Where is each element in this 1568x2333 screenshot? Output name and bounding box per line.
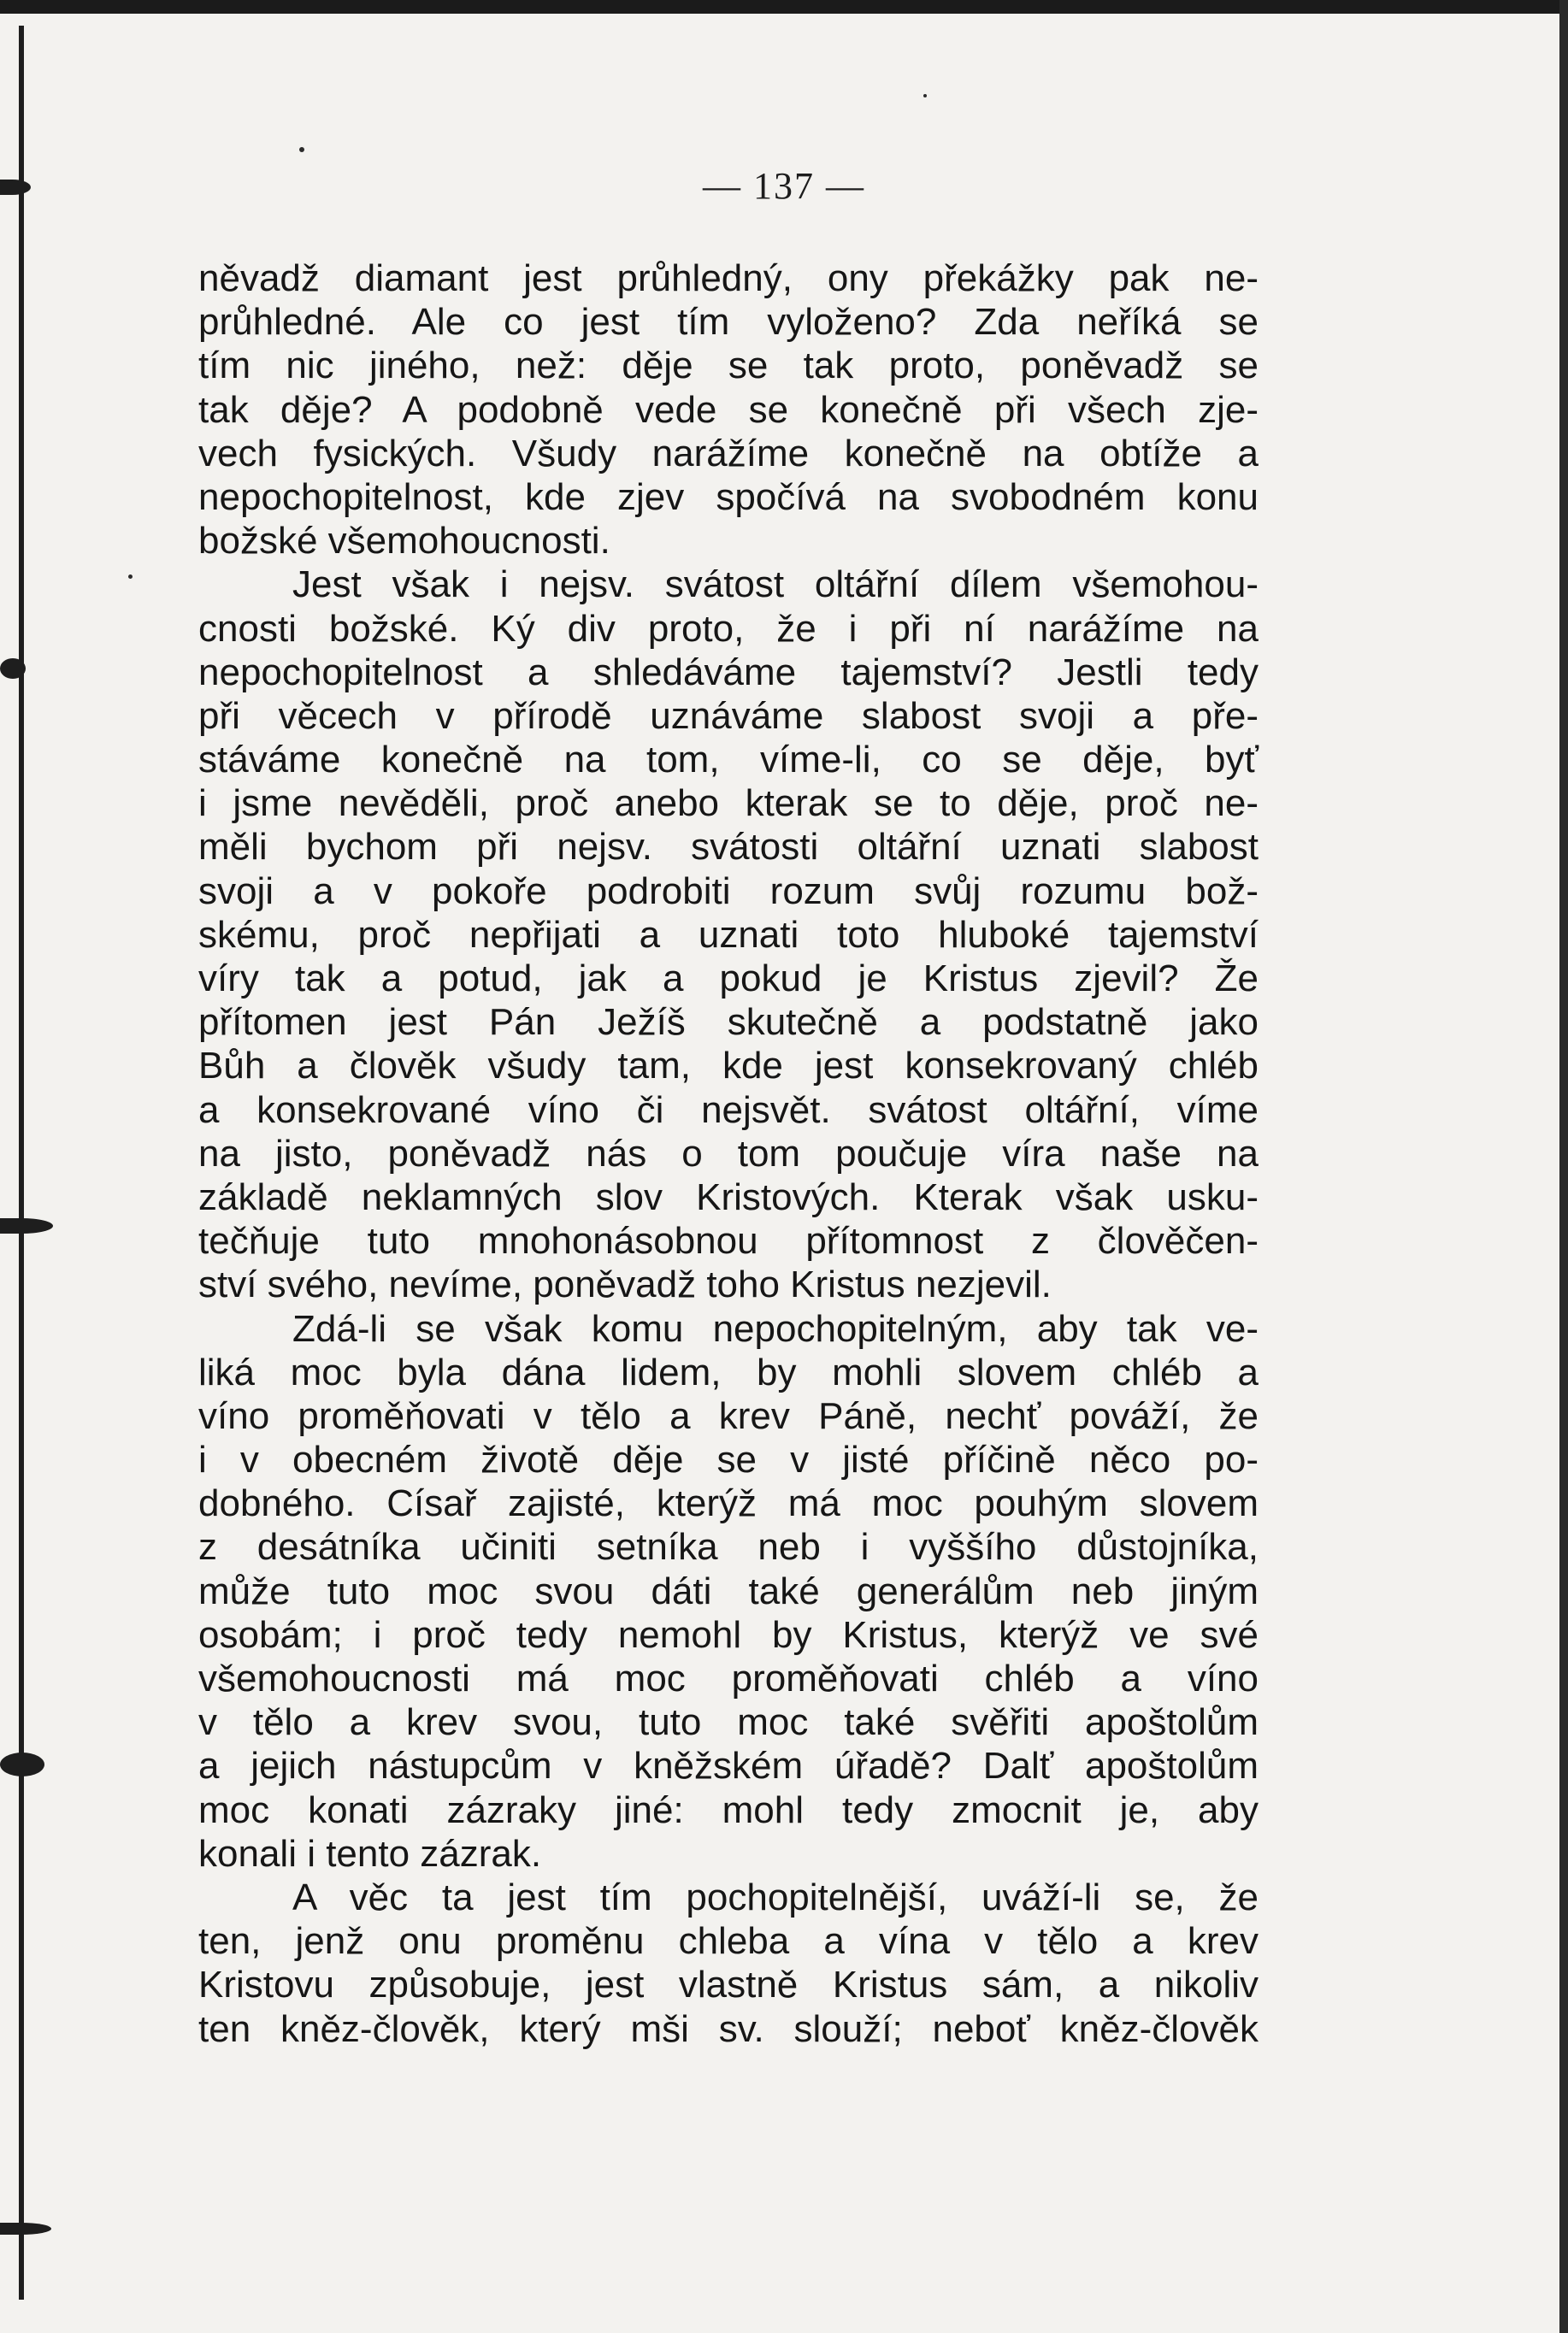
text-line: víry tak a potud, jak a pokud je Kristus zjevil? Že — [198, 957, 1259, 999]
text-line: průhledné. Ale co jest tím vyloženo? Zda neříká se — [198, 301, 1259, 344]
text-line: ství svého, nevíme, poněvadž toho Kristus nezjevil. — [198, 1264, 1052, 1306]
page-number: — 137 — — [703, 165, 865, 207]
binding-mark — [0, 1753, 44, 1776]
paragraph — [198, 563, 1259, 1306]
text-line: na jisto, poněvadž nás o tom poučuje víra naše na — [198, 1132, 1259, 1175]
text-line: všemohoucnosti má moc proměňovati chléb a víno — [198, 1658, 1259, 1700]
text-line: přítomen jest Pán Ježíš skutečně a podstatně jako — [198, 1001, 1259, 1044]
binding-mark — [0, 2223, 51, 2235]
text-line: osobám; i proč tedy nemohl by Kristus, kterýž ve své — [198, 1613, 1259, 1656]
text-line: ten, jenž onu proměnu chleba a vína v tělo a krev — [198, 1920, 1259, 1963]
text-line: Jest však i nejsv. svátost oltářní dílem všemohou- — [292, 563, 1259, 606]
text-line: při věcech v přírodě uznáváme slabost svoji a pře- — [198, 694, 1259, 737]
binding-edge — [19, 26, 24, 2300]
text-line: může tuto moc svou dáti také generálům neb jiným — [198, 1570, 1259, 1612]
paragraph — [198, 1307, 1259, 1876]
text-line: tím nic jiného, než: děje se tak proto, poněvadž se — [198, 345, 1259, 387]
paragraph — [198, 256, 1259, 563]
binding-mark — [0, 658, 26, 679]
text-line: z desátníka učiniti setníka neb i vyššího důstojníka, — [198, 1526, 1259, 1569]
text-line: stáváme konečně na tom, víme-li, co se děje, byť — [198, 739, 1259, 781]
scan-right-border — [1559, 0, 1568, 2333]
text-line: dobného. Císař zajisté, kterýž má moc pouhým slovem — [198, 1482, 1259, 1525]
text-line: Zdá-li se však komu nepochopitelným, aby tak ve- — [292, 1307, 1259, 1350]
scan-speck — [299, 147, 304, 152]
text-line: i v obecném životě děje se v jisté příčině něco po- — [198, 1439, 1259, 1482]
text-line: základě neklamných slov Kristových. Kterak však usku- — [198, 1175, 1259, 1218]
scan-speck — [923, 94, 927, 97]
text-line: božské všemohoucnosti. — [198, 520, 610, 563]
text-line: skému, proč nepřijati a uznati toto hluboké tajemství — [198, 913, 1259, 956]
paragraph — [198, 1876, 1259, 2051]
text-line: a konsekrované víno či nejsvět. svátost oltářní, víme — [198, 1088, 1259, 1131]
text-line: vech fysických. Všudy narážíme konečně na obtíže a — [198, 432, 1259, 474]
text-line: Bůh a člověk všudy tam, kde jest konsekrovaný chléb — [198, 1045, 1259, 1087]
text-line: cnosti božské. Ký div proto, že i při ní narážíme na — [198, 607, 1259, 650]
binding-mark — [0, 1218, 53, 1234]
text-line: v tělo a krev svou, tuto moc také svěřiti apoštolům — [198, 1701, 1259, 1744]
text-line: a jejich nástupcům v kněžském úřadě? Dalť apoštolům — [198, 1745, 1259, 1788]
text-line: konali i tento zázrak. — [198, 1832, 542, 1875]
text-line: víno proměňovati v tělo a krev Páně, nechť pováží, že — [198, 1394, 1259, 1437]
text-line: svoji a v pokoře podrobiti rozum svůj rozumu bož- — [198, 869, 1259, 912]
text-line: nepochopitelnost a shledáváme tajemství? Jestli tedy — [198, 651, 1259, 693]
text-line: ten kněz-člověk, který mši sv. slouží; neboť kněz-člověk — [198, 2007, 1259, 2050]
text-line: něvadž diamant jest průhledný, ony překážky pak ne- — [198, 257, 1259, 299]
scan-top-border — [0, 0, 1568, 14]
text-line: nepochopitelnost, kde zjev spočívá na svobodném konu — [198, 475, 1259, 518]
text-line: i jsme nevěděli, proč anebo kterak se to děje, proč ne- — [198, 782, 1259, 825]
text-line: tak děje? A podobně vede se konečně při všech zje- — [198, 388, 1259, 431]
body-text — [198, 256, 1259, 2051]
text-line: měli bychom při nejsv. svátosti oltářní uznati slabost — [198, 826, 1259, 869]
text-line: A věc ta jest tím pochopitelnější, uváží-li se, že — [292, 1876, 1259, 1918]
text-line: moc konati zázraky jiné: mohl tedy zmocnit je, aby — [198, 1788, 1259, 1831]
text-line: tečňuje tuto mnohonásobnou přítomnost z člověčen- — [198, 1220, 1259, 1263]
scan-speck — [128, 574, 133, 579]
text-line: liká moc byla dána lidem, by mohli slovem chléb a — [198, 1351, 1259, 1393]
text-line: Kristovu způsobuje, jest vlastně Kristus sám, a nikoliv — [198, 1964, 1259, 2006]
